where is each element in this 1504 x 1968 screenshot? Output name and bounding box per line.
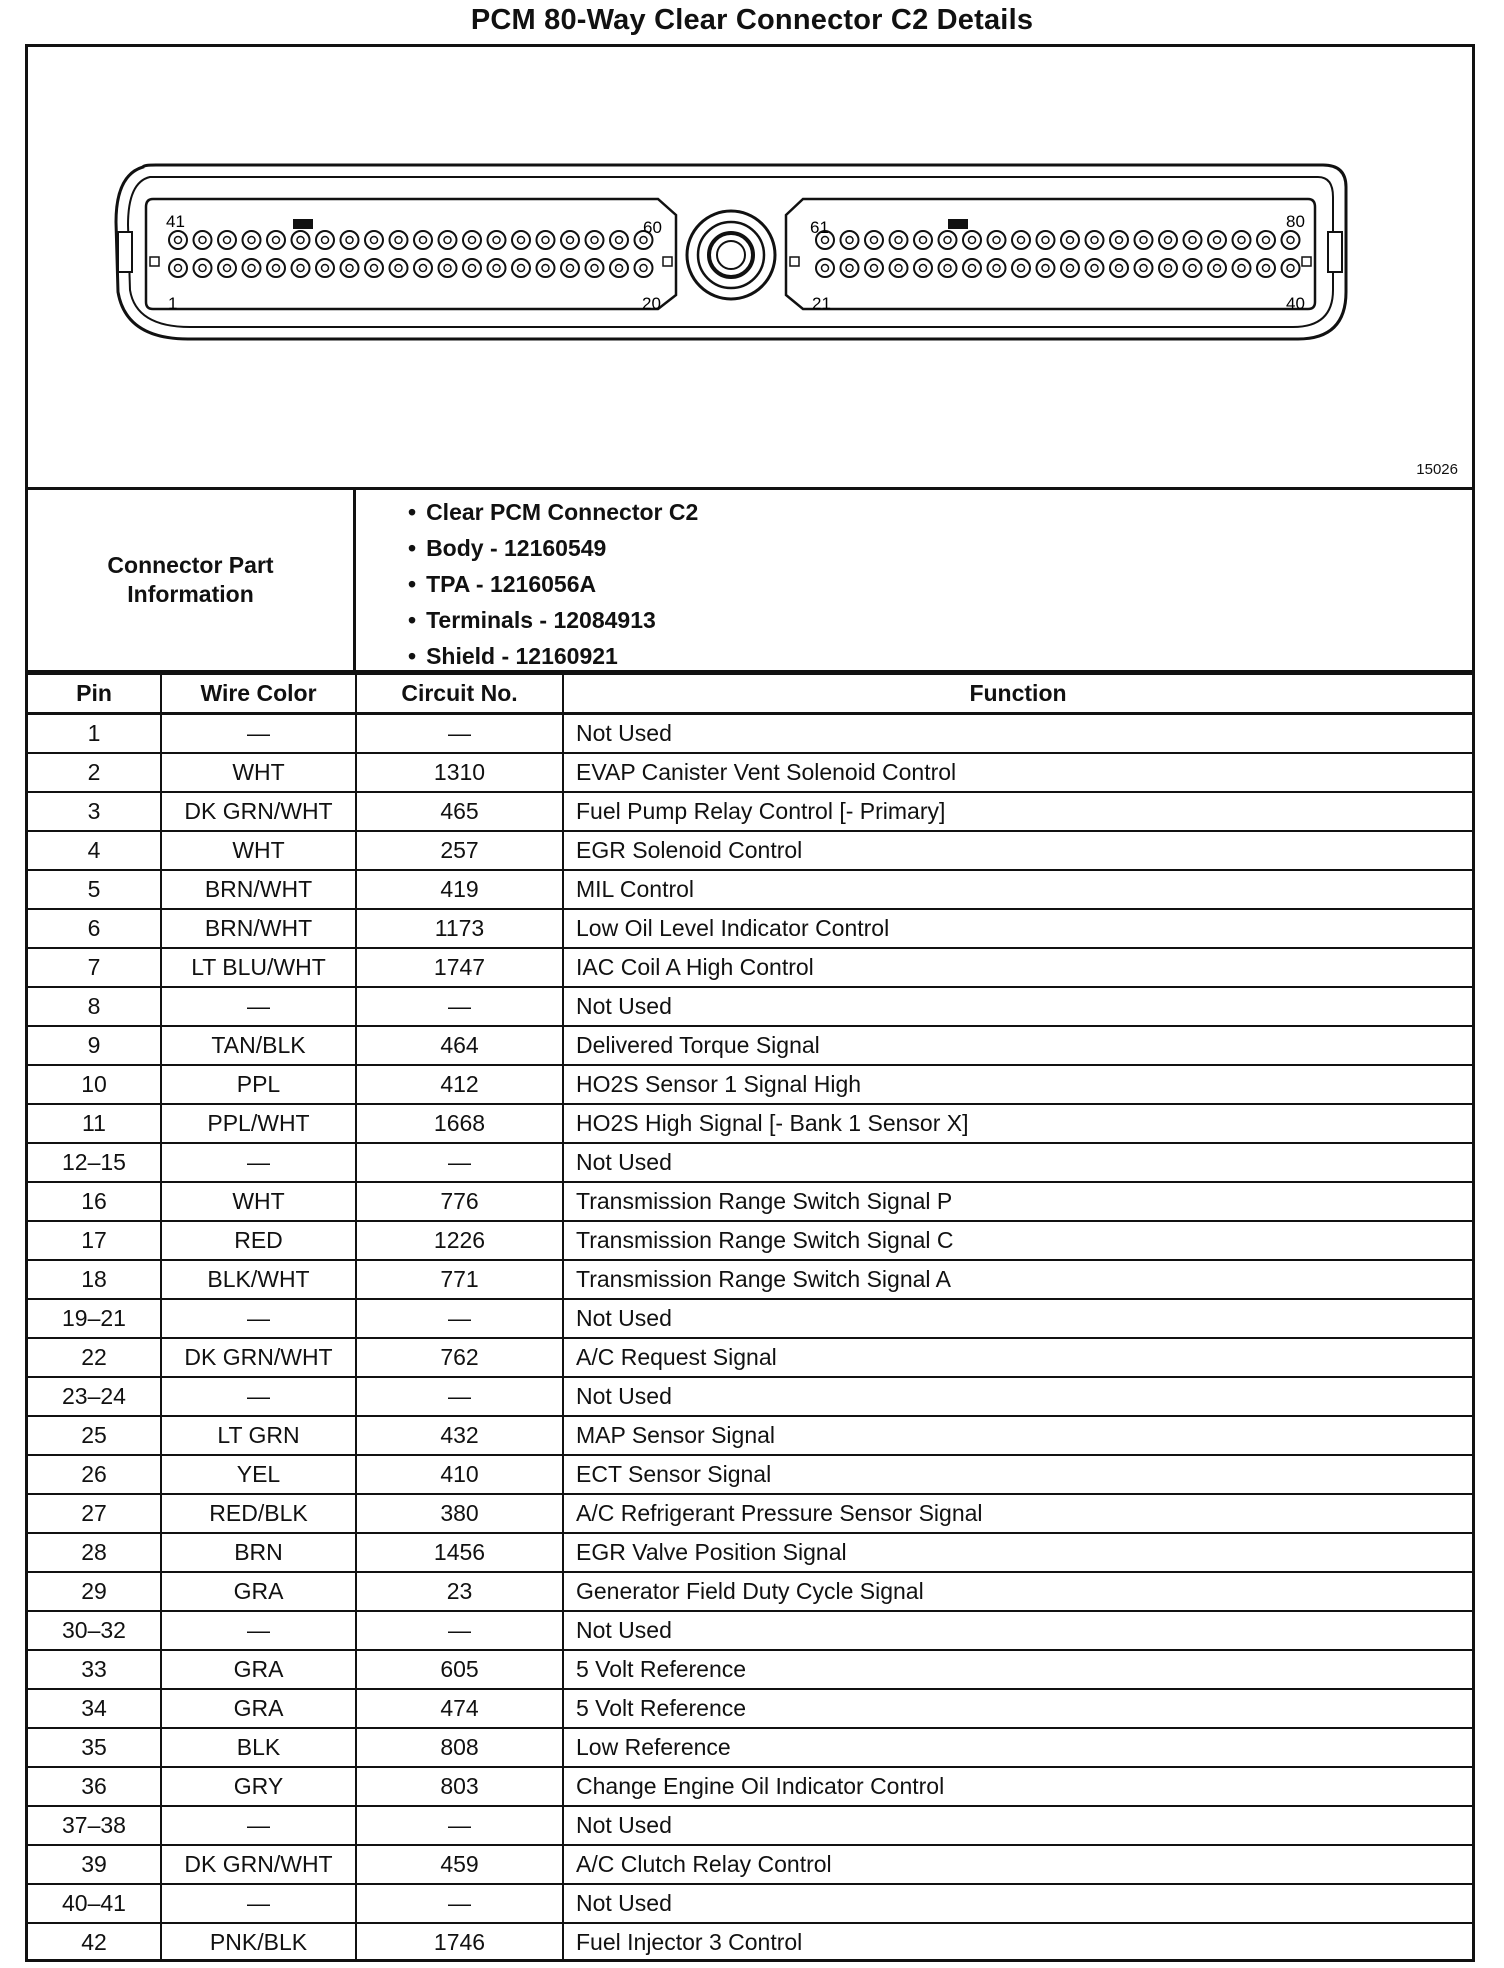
table-row — [28, 1806, 1472, 1845]
figure-number: 15026 — [1416, 461, 1458, 478]
pin-terminal — [292, 231, 310, 249]
circuit-no-cell: 23 — [356, 1572, 563, 1611]
table-row — [28, 1572, 1472, 1611]
function-cell: Not Used — [563, 1611, 1472, 1650]
function-cell: Low Oil Level Indicator Control — [563, 909, 1472, 948]
wire-color-cell: BLK/WHT — [161, 1260, 356, 1299]
pin-cell: 5 — [28, 870, 161, 909]
pin-terminal — [586, 231, 604, 249]
part-info-list — [408, 494, 698, 674]
wire-color-cell: RED/BLK — [161, 1494, 356, 1533]
circuit-no-cell: 776 — [356, 1182, 563, 1221]
function-cell: 5 Volt Reference — [563, 1689, 1472, 1728]
table-row — [28, 1065, 1472, 1104]
table-row — [28, 1845, 1472, 1884]
pin-terminal — [988, 259, 1006, 277]
pin-terminal — [243, 231, 261, 249]
header-circuit-no: Circuit No. — [356, 674, 563, 714]
wire-color-cell: LT GRN — [161, 1416, 356, 1455]
wire-color-cell: RED — [161, 1221, 356, 1260]
function-cell: MAP Sensor Signal — [563, 1416, 1472, 1455]
circuit-no-cell: — — [356, 1611, 563, 1650]
pin-terminal — [1257, 231, 1275, 249]
table-row — [28, 1611, 1472, 1650]
connector-part-info — [28, 490, 1472, 673]
pin-terminal — [439, 231, 457, 249]
wire-color-cell: PPL/WHT — [161, 1104, 356, 1143]
function-cell: Not Used — [563, 1377, 1472, 1416]
pin-cell: 26 — [28, 1455, 161, 1494]
pin-terminal — [194, 259, 212, 277]
table-row — [28, 909, 1472, 948]
pin-terminal — [1135, 231, 1153, 249]
pin-label-80: 80 — [1286, 212, 1305, 231]
pin-cell: 30–32 — [28, 1611, 161, 1650]
pin-terminal — [1282, 259, 1300, 277]
part-info-item: • Clear PCM Connector C2 — [408, 494, 698, 530]
pin-label-21: 21 — [812, 294, 831, 313]
function-cell: Not Used — [563, 1884, 1472, 1923]
table-row — [28, 1104, 1472, 1143]
part-info-label — [28, 490, 356, 670]
table-row — [28, 870, 1472, 909]
circuit-no-cell: 465 — [356, 792, 563, 831]
circuit-no-cell: — — [356, 987, 563, 1026]
pin-cell: 35 — [28, 1728, 161, 1767]
pin-terminal — [1257, 259, 1275, 277]
pin-cell: 29 — [28, 1572, 161, 1611]
circuit-no-cell: — — [356, 714, 563, 754]
pin-cell: 37–38 — [28, 1806, 161, 1845]
pin-terminal — [243, 259, 261, 277]
wire-color-cell: BRN — [161, 1533, 356, 1572]
pin-cell: 11 — [28, 1104, 161, 1143]
pin-cell: 16 — [28, 1182, 161, 1221]
wire-color-cell: DK GRN/WHT — [161, 792, 356, 831]
pin-cell: 23–24 — [28, 1377, 161, 1416]
wire-color-cell: — — [161, 1884, 356, 1923]
pin-terminal — [1184, 259, 1202, 277]
table-row — [28, 1026, 1472, 1065]
wire-color-cell: YEL — [161, 1455, 356, 1494]
pin-label-41: 41 — [166, 212, 185, 231]
function-cell: Fuel Injector 3 Control — [563, 1923, 1472, 1961]
wire-color-cell: — — [161, 714, 356, 754]
wire-color-cell: — — [161, 1806, 356, 1845]
pin-terminal — [169, 259, 187, 277]
pin-terminal — [390, 231, 408, 249]
pin-cell: 25 — [28, 1416, 161, 1455]
wire-color-cell: GRY — [161, 1767, 356, 1806]
function-cell: MIL Control — [563, 870, 1472, 909]
pin-terminal — [218, 231, 236, 249]
pin-terminal — [341, 259, 359, 277]
pinout-table-body — [28, 714, 1472, 1962]
circuit-no-cell: 380 — [356, 1494, 563, 1533]
pin-cell: 22 — [28, 1338, 161, 1377]
table-row — [28, 714, 1472, 754]
pin-terminal — [537, 259, 555, 277]
pin-terminal — [890, 231, 908, 249]
wire-color-cell: GRA — [161, 1689, 356, 1728]
pin-terminal — [537, 231, 555, 249]
pin-cell: 28 — [28, 1533, 161, 1572]
pin-terminal — [939, 259, 957, 277]
pin-terminal — [1184, 231, 1202, 249]
function-cell: IAC Coil A High Control — [563, 948, 1472, 987]
pin-terminal — [963, 259, 981, 277]
table-row — [28, 1182, 1472, 1221]
function-cell: HO2S High Signal [- Bank 1 Sensor X] — [563, 1104, 1472, 1143]
pin-cell: 40–41 — [28, 1884, 161, 1923]
wire-color-cell: WHT — [161, 1182, 356, 1221]
pin-cell: 6 — [28, 909, 161, 948]
pin-cell: 39 — [28, 1845, 161, 1884]
pin-cell: 3 — [28, 792, 161, 831]
pin-terminal — [194, 231, 212, 249]
table-row — [28, 753, 1472, 792]
right-pin-array — [816, 231, 1300, 277]
circuit-no-cell: 771 — [356, 1260, 563, 1299]
pin-cell: 18 — [28, 1260, 161, 1299]
header-function: Function — [563, 674, 1472, 714]
circuit-no-cell: 1173 — [356, 909, 563, 948]
wire-color-cell: DK GRN/WHT — [161, 1845, 356, 1884]
wire-color-cell: GRA — [161, 1572, 356, 1611]
circuit-no-cell: 803 — [356, 1767, 563, 1806]
circuit-no-cell: 410 — [356, 1455, 563, 1494]
circuit-no-cell: 459 — [356, 1845, 563, 1884]
function-cell: A/C Clutch Relay Control — [563, 1845, 1472, 1884]
left-pin-array — [169, 231, 653, 277]
table-row — [28, 831, 1472, 870]
circuit-no-cell: — — [356, 1884, 563, 1923]
pin-terminal — [267, 259, 285, 277]
page-title: PCM 80-Way Clear Connector C2 Details — [470, 4, 1034, 36]
pin-terminal — [267, 231, 285, 249]
pin-cell: 4 — [28, 831, 161, 870]
table-header-row — [28, 674, 1472, 714]
function-cell: Not Used — [563, 1299, 1472, 1338]
function-cell: Transmission Range Switch Signal P — [563, 1182, 1472, 1221]
pin-cell: 7 — [28, 948, 161, 987]
circuit-no-cell: 1747 — [356, 948, 563, 987]
pin-cell: 27 — [28, 1494, 161, 1533]
pin-cell: 36 — [28, 1767, 161, 1806]
function-cell: Change Engine Oil Indicator Control — [563, 1767, 1472, 1806]
circuit-no-cell: 432 — [356, 1416, 563, 1455]
circuit-no-cell: 1746 — [356, 1923, 563, 1961]
function-cell: Not Used — [563, 714, 1472, 754]
pin-terminal — [1037, 259, 1055, 277]
pin-terminal — [439, 259, 457, 277]
pin-terminal — [1086, 259, 1104, 277]
pin-terminal — [365, 259, 383, 277]
table-row — [28, 1494, 1472, 1533]
pin-terminal — [561, 231, 579, 249]
function-cell: A/C Refrigerant Pressure Sensor Signal — [563, 1494, 1472, 1533]
wire-color-cell: BLK — [161, 1728, 356, 1767]
function-cell: HO2S Sensor 1 Signal High — [563, 1065, 1472, 1104]
function-cell: Delivered Torque Signal — [563, 1026, 1472, 1065]
table-row — [28, 1650, 1472, 1689]
part-info-item: • Shield - 12160921 — [408, 638, 698, 674]
pin-label-61: 61 — [810, 218, 829, 237]
connector-details-frame — [25, 44, 1475, 1962]
pin-terminal — [939, 231, 957, 249]
wire-color-cell: BRN/WHT — [161, 909, 356, 948]
circuit-no-cell: 605 — [356, 1650, 563, 1689]
pin-terminal — [1159, 259, 1177, 277]
pin-cell: 34 — [28, 1689, 161, 1728]
wire-color-cell: GRA — [161, 1650, 356, 1689]
function-cell: Transmission Range Switch Signal C — [563, 1221, 1472, 1260]
table-row — [28, 1260, 1472, 1299]
pin-terminal — [414, 259, 432, 277]
pin-terminal — [865, 231, 883, 249]
wire-color-cell: LT BLU/WHT — [161, 948, 356, 987]
connector-diagram — [28, 47, 1472, 490]
circuit-no-cell: — — [356, 1143, 563, 1182]
function-cell: 5 Volt Reference — [563, 1650, 1472, 1689]
pin-terminal — [1061, 259, 1079, 277]
function-cell: ECT Sensor Signal — [563, 1455, 1472, 1494]
pin-cell: 19–21 — [28, 1299, 161, 1338]
circuit-no-cell: — — [356, 1377, 563, 1416]
pin-cell: 42 — [28, 1923, 161, 1961]
pin-cell: 17 — [28, 1221, 161, 1260]
function-cell: Generator Field Duty Cycle Signal — [563, 1572, 1472, 1611]
connector-drawing — [28, 47, 1472, 487]
circuit-no-cell: 1668 — [356, 1104, 563, 1143]
pin-terminal — [1086, 231, 1104, 249]
pin-terminal — [1135, 259, 1153, 277]
pin-terminal — [169, 231, 187, 249]
table-row — [28, 1416, 1472, 1455]
circuit-no-cell: 419 — [356, 870, 563, 909]
pin-terminal — [635, 259, 653, 277]
function-cell: EGR Valve Position Signal — [563, 1533, 1472, 1572]
table-row — [28, 1221, 1472, 1260]
function-cell: Not Used — [563, 1806, 1472, 1845]
pin-terminal — [841, 231, 859, 249]
wire-color-cell: DK GRN/WHT — [161, 1338, 356, 1377]
pin-cell: 10 — [28, 1065, 161, 1104]
pin-terminal — [816, 259, 834, 277]
pin-cell: 12–15 — [28, 1143, 161, 1182]
function-cell: A/C Request Signal — [563, 1338, 1472, 1377]
pin-label-20: 20 — [642, 294, 661, 313]
pin-terminal — [1208, 259, 1226, 277]
table-row — [28, 1377, 1472, 1416]
pin-terminal — [561, 259, 579, 277]
circuit-no-cell: — — [356, 1806, 563, 1845]
pin-terminal — [890, 259, 908, 277]
table-row — [28, 1533, 1472, 1572]
wire-color-cell: — — [161, 1611, 356, 1650]
wire-color-cell: PPL — [161, 1065, 356, 1104]
part-info-item: • Terminals - 12084913 — [408, 602, 698, 638]
pin-terminal — [610, 259, 628, 277]
function-cell: Fuel Pump Relay Control [- Primary] — [563, 792, 1472, 831]
pin-terminal — [1233, 231, 1251, 249]
pin-terminal — [463, 259, 481, 277]
wire-color-cell: — — [161, 1143, 356, 1182]
wire-color-cell: — — [161, 1299, 356, 1338]
table-row — [28, 792, 1472, 831]
pin-terminal — [488, 259, 506, 277]
pin-terminal — [1282, 231, 1300, 249]
table-row — [28, 1767, 1472, 1806]
pin-terminal — [488, 231, 506, 249]
pin-label-60: 60 — [643, 218, 662, 237]
table-row — [28, 987, 1472, 1026]
pin-terminal — [512, 259, 530, 277]
pin-cell: 1 — [28, 714, 161, 754]
part-info-item: • Body - 12160549 — [408, 530, 698, 566]
pin-terminal — [1208, 231, 1226, 249]
pin-cell: 33 — [28, 1650, 161, 1689]
pin-terminal — [914, 259, 932, 277]
wire-color-cell: — — [161, 1377, 356, 1416]
function-cell: EVAP Canister Vent Solenoid Control — [563, 753, 1472, 792]
table-row — [28, 1455, 1472, 1494]
function-cell: EGR Solenoid Control — [563, 831, 1472, 870]
pin-label-40: 40 — [1286, 294, 1305, 313]
pin-terminal — [365, 231, 383, 249]
circuit-no-cell: — — [356, 1299, 563, 1338]
circuit-no-cell: 1226 — [356, 1221, 563, 1260]
pin-terminal — [463, 231, 481, 249]
pin-terminal — [341, 231, 359, 249]
table-row — [28, 1884, 1472, 1923]
function-cell: Not Used — [563, 1143, 1472, 1182]
wire-color-cell: WHT — [161, 831, 356, 870]
pin-terminal — [841, 259, 859, 277]
wire-color-cell: TAN/BLK — [161, 1026, 356, 1065]
pin-terminal — [1159, 231, 1177, 249]
header-pin: Pin — [28, 674, 161, 714]
circuit-no-cell: 464 — [356, 1026, 563, 1065]
pin-terminal — [1037, 231, 1055, 249]
pinout-table — [28, 673, 1472, 1961]
wire-color-cell: PNK/BLK — [161, 1923, 356, 1961]
circuit-no-cell: 1456 — [356, 1533, 563, 1572]
circuit-no-cell: 762 — [356, 1338, 563, 1377]
table-row — [28, 1689, 1472, 1728]
circuit-no-cell: 808 — [356, 1728, 563, 1767]
function-cell: Low Reference — [563, 1728, 1472, 1767]
pin-terminal — [914, 231, 932, 249]
function-cell: Transmission Range Switch Signal A — [563, 1260, 1472, 1299]
part-info-item: • TPA - 1216056A — [408, 566, 698, 602]
pin-terminal — [414, 231, 432, 249]
pin-terminal — [963, 231, 981, 249]
pin-terminal — [1061, 231, 1079, 249]
table-row — [28, 1143, 1472, 1182]
header-wire-color: Wire Color — [161, 674, 356, 714]
pin-label-1: 1 — [168, 294, 178, 313]
table-row — [28, 1728, 1472, 1767]
table-row — [28, 1338, 1472, 1377]
circuit-no-cell: 257 — [356, 831, 563, 870]
part-info-label-text: Connector Part Information — [107, 552, 274, 607]
circuit-no-cell: 474 — [356, 1689, 563, 1728]
function-cell: Not Used — [563, 987, 1472, 1026]
pin-terminal — [218, 259, 236, 277]
pin-terminal — [1012, 259, 1030, 277]
pin-terminal — [988, 231, 1006, 249]
table-row — [28, 948, 1472, 987]
pin-cell: 8 — [28, 987, 161, 1026]
pin-terminal — [1110, 259, 1128, 277]
circuit-no-cell: 412 — [356, 1065, 563, 1104]
pin-cell: 2 — [28, 753, 161, 792]
circuit-no-cell: 1310 — [356, 753, 563, 792]
pin-terminal — [610, 231, 628, 249]
pin-terminal — [1233, 259, 1251, 277]
pin-terminal — [1110, 231, 1128, 249]
pin-terminal — [292, 259, 310, 277]
pin-terminal — [512, 231, 530, 249]
pin-terminal — [316, 231, 334, 249]
wire-color-cell: WHT — [161, 753, 356, 792]
pin-terminal — [865, 259, 883, 277]
pin-cell: 9 — [28, 1026, 161, 1065]
wire-color-cell: — — [161, 987, 356, 1026]
pin-terminal — [390, 259, 408, 277]
pin-terminal — [316, 259, 334, 277]
pin-terminal — [1012, 231, 1030, 249]
wire-color-cell: BRN/WHT — [161, 870, 356, 909]
table-row — [28, 1923, 1472, 1961]
pin-terminal — [586, 259, 604, 277]
table-row — [28, 1299, 1472, 1338]
